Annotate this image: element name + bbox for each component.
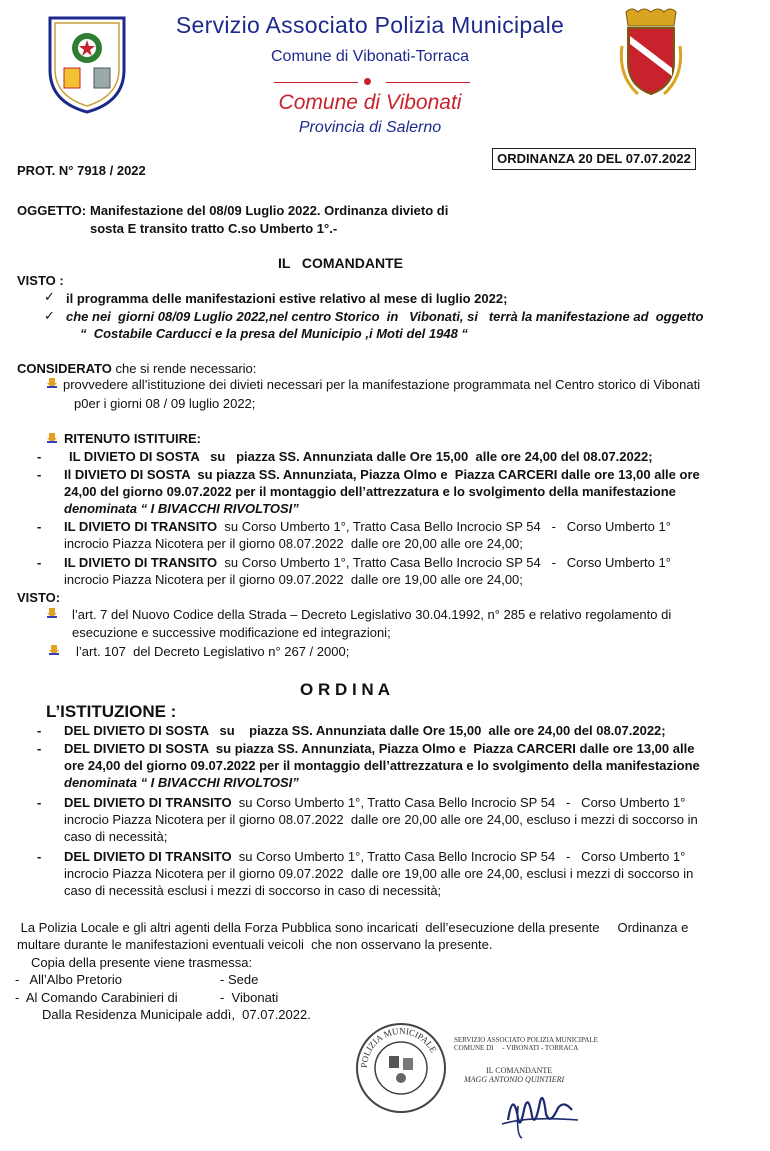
stamp-line-2: COMUNE DI - VIBONATI - TORRACA [454,1044,579,1052]
dash-bullet: - [37,467,42,482]
ordina-item-1: DEL DIVIETO DI SOSTA su piazza SS. Annunziata dalle Ore 15,00 alle ore 24,00 del 08.07.2022; [64,723,666,738]
transito-label: IL DIVIETO DI TRANSITO [64,519,218,534]
stamp-line-3: IL COMANDANTE [486,1066,553,1075]
comandante-heading: IL COMANDANTE [278,255,403,271]
ritenuto-label: RITENUTO ISTITUIRE: [64,431,201,446]
transito-text: su Corso Umberto 1°, Tratto Casa Bello Incrocio SP 54 - Corso Umberto 1° [231,795,686,810]
divider-right [386,82,470,83]
signature [488,1080,608,1140]
visto-2-item-2: l’art. 107 del Decreto Legislativo n° 267 / 2000; [76,644,350,659]
transito-text: su Corso Umberto 1°, Tratto Casa Bello Incrocio SP 54 - Corso Umberto 1° [231,849,686,864]
stamp-line-1: SERVIZIO ASSOCIATO POLIZIA MUNICIPALE [454,1036,598,1044]
round-stamp [355,1022,447,1114]
transito-label: DEL DIVIETO DI TRANSITO [64,795,232,810]
ritenuto-item-1: IL DIVIETO DI SOSTA su piazza SS. Annunziata dalle Ore 15,00 alle ore 24,00 del 08.07.2022; [69,449,653,464]
closing-line-2: multare durante le manifestazioni eventuali veicoli che non osservano la presente. [17,937,493,952]
arrow-bullet-icon [47,608,57,618]
visto-2-label: VISTO: [17,590,61,605]
ordina-item-3-line-2: incrocio Piazza Nicotera per il giorno 08.07.2022 dalle ore 20,00 alle ore 24,00, escluso i mezzi di soccorso in [64,812,698,827]
stamp-ring-text: POLIZIA MUNICIPALE [358,1025,439,1069]
visto-label: VISTO : [17,273,64,288]
ordina-item-3-line-3: caso di necessità; [64,829,168,844]
ordina-item-3-line-1 [64,795,685,810]
visto-item-2: che nei giorni 08/09 Luglio 2022,nel centro Storico in Vibonati, si terrà la manifestazione ad oggetto [66,309,704,324]
destinatario-1: - All’Albo Pretorio [15,972,122,987]
ritenuto-item-4-line-1 [64,555,671,570]
ordinance-number-box: ORDINANZA 20 DEL 07.07.2022 [492,148,696,170]
check-icon: ✓ [44,289,55,304]
ordina-item-4-line-3: caso di necessità esclusi i mezzi di soccorso in caso di necessità; [64,883,442,898]
arrow-bullet-icon [49,645,59,655]
ordina-item-4-line-2: incrocio Piazza Nicotera per il giorno 09.07.2022 dalle ore 19,00 alle ore 24,00, esclusi i mezzi di soccorso in [64,866,694,881]
visto-item-2-cont: “ Costabile Carducci e la presa del Municipio ,i Moti del 1948 “ [80,326,468,341]
header-title: Servizio Associato Polizia Municipale [175,12,565,38]
destinatario-1-sede: - Sede [220,972,259,987]
right-crest [618,6,684,98]
visto-2-item-1-line-1: l’art. 7 del Nuovo Codice della Strada – Decreto Legislativo 30.04.1992, n° 285 e relativo regolamento di [72,607,672,622]
ritenuto-item-2-line-1: Il DIVIETO DI SOSTA su piazza SS. Annunziata, Piazza Olmo e Piazza CARCERI dalle ore 13,00 alle ore [64,467,700,482]
considerato-item-line-2: p0er i giorni 08 / 09 luglio 2022; [74,396,256,411]
check-icon: ✓ [44,308,55,323]
ritenuto-item-2-line-2: 24,00 del giorno 09.07.2022 per il montaggio dell’attrezzatura e lo svolgimento della manifestazione [64,484,676,499]
ritenuto-item-4-line-2: incrocio Piazza Nicotera per il giorno 09.07.2022 dalle ore 19,00 alle ore 24,00; [64,572,523,587]
ordina-item-2-line-2: ore 24,00 del giorno 09.07.2022 per il montaggio dell’attrezzatura e lo svolgimento della manifestazione [64,758,700,773]
ordina-item-2-line-3: denominata “ I BIVACCHI RIVOLTOSI” [64,775,299,790]
oggetto-label: OGGETTO: [17,203,87,218]
residenza-line: Dalla Residenza Municipale addì, 07.07.2022. [42,1007,311,1022]
ritenuto-item-3-line-2: incrocio Piazza Nicotera per il giorno 08.07.2022 dalle ore 20,00 alle ore 24,00; [64,536,523,551]
left-seal [44,10,130,114]
dash-bullet: - [37,449,42,464]
ritenuto-item-3-line-1 [64,519,671,534]
dash-bullet: - [37,555,42,570]
considerato-text: che si rende necessario: [111,361,257,376]
dash-bullet: - [37,723,42,738]
dash-bullet: - [37,795,42,810]
considerato-item-line-1: provvedere all’istituzione dei divieti necessari per la manifestazione programmata nel Centro storico di Vibonati [63,377,701,392]
considerato-label: CONSIDERATO [17,361,112,376]
destinatario-2: - Al Comando Carabinieri di [15,990,178,1005]
visto-item-1: il programma delle manifestazioni estive relativo al mese di luglio 2022; [66,291,508,306]
visto-2-item-1-line-2: esecuzione e successive modificazione ed integrazioni; [72,625,391,640]
arrow-bullet-icon [47,378,57,388]
denominata-text: denominata “ I BIVACCHI RIVOLTOSI” [64,501,299,516]
transito-label: IL DIVIETO DI TRANSITO [64,555,218,570]
arrow-bullet-icon [47,433,57,443]
protocol-number: PROT. N° 7918 / 2022 [17,163,146,178]
divider-dot [364,78,371,85]
ritenuto-item-2-line-3 [64,501,299,516]
transito-text: su Corso Umberto 1°, Tratto Casa Bello Incrocio SP 54 - Corso Umberto 1° [217,519,671,534]
oggetto-line-1: Manifestazione del 08/09 Luglio 2022. Ordinanza divieto di [90,203,449,218]
ordina-item-2-line-1: DEL DIVIETO DI SOSTA su piazza SS. Annunziata, Piazza Olmo e Piazza CARCERI dalle ore 13,00 alle [64,741,695,756]
considerato-line [17,361,256,376]
stamp-line-4: MAGG ANTONIO QUINTIERI [464,1075,565,1084]
dash-bullet: - [37,741,42,756]
dash-bullet: - [37,519,42,534]
closing-line-1: La Polizia Locale e gli altri agenti della Forza Pubblica sono incaricati dell’esecuzione della presente Ordinanza e [17,920,689,935]
comune-name: Comune di Vibonati [278,91,462,114]
copia-line: Copia della presente viene trasmessa: [31,955,253,970]
provincia-name: Provincia di Salerno [298,119,442,136]
transito-label: DEL DIVIETO DI TRANSITO [64,849,232,864]
oggetto-line-2: sosta E transito tratto C.so Umberto 1°.- [90,221,338,236]
official-stamp [454,1036,604,1084]
transito-text: su Corso Umberto 1°, Tratto Casa Bello Incrocio SP 54 - Corso Umberto 1° [217,555,671,570]
ordina-heading: O R D I N A [300,680,391,699]
ordina-item-4-line-1 [64,849,685,864]
header-subtitle: Comune di Vibonati-Torraca [270,48,470,65]
divider-left [274,82,358,83]
destinatario-2-luogo: - Vibonati [220,990,279,1005]
dash-bullet: - [37,849,42,864]
istituzione-heading: L’ISTITUZIONE : [46,702,177,721]
